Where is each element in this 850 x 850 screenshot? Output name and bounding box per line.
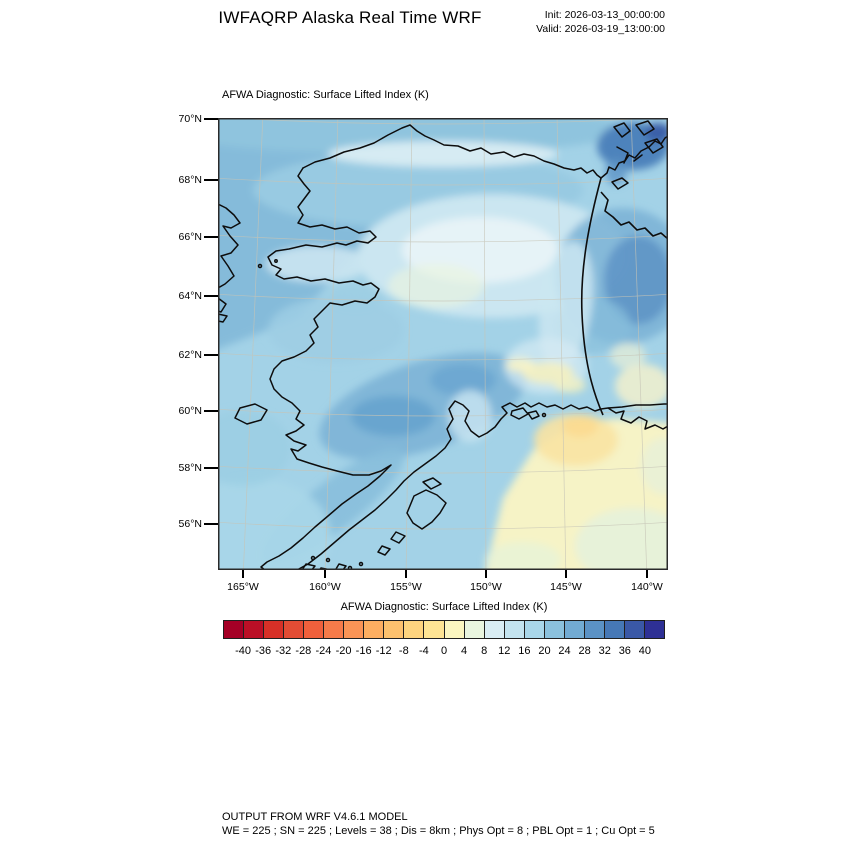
lon-tick-label: 165°W <box>227 581 259 593</box>
footer-line1: OUTPUT FROM WRF V4.6.1 MODEL <box>222 811 408 823</box>
colorbar-tick-label: -12 <box>375 645 392 657</box>
lon-tick-mark <box>565 570 567 578</box>
plot-title: IWFAQRP Alaska Real Time WRF <box>218 8 482 27</box>
colorbar-cell <box>223 620 244 639</box>
colorbar-tick-label: 12 <box>498 645 511 657</box>
lon-tick-label: 140°W <box>631 581 663 593</box>
run-times <box>536 9 665 36</box>
lon-tick-label: 145°W <box>550 581 582 593</box>
lon-tick-mark <box>324 570 326 578</box>
lat-tick-label: 60°N <box>178 405 202 417</box>
colorbar-cell <box>524 620 545 639</box>
lon-tick-mark <box>646 570 648 578</box>
lon-tick-mark <box>242 570 244 578</box>
colorbar-cell <box>464 620 485 639</box>
colorbar-cell <box>323 620 344 639</box>
map-title: AFWA Diagnostic: Surface Lifted Index (K) <box>222 89 429 101</box>
colorbar-cell <box>343 620 364 639</box>
lat-tick-label: 70°N <box>178 113 202 125</box>
colorbar-tick-label: -8 <box>398 645 409 657</box>
colorbar-cell <box>564 620 585 639</box>
lat-tick-label: 58°N <box>178 462 202 474</box>
colorbar-cell <box>484 620 505 639</box>
lon-tick-mark <box>485 570 487 578</box>
colorbar-tick-label: 36 <box>618 645 631 657</box>
colorbar-cell <box>263 620 284 639</box>
lat-tick-mark <box>204 354 218 356</box>
colorbar-cell <box>444 620 465 639</box>
lat-tick-mark <box>204 467 218 469</box>
lat-tick-mark <box>204 410 218 412</box>
colorbar-cell <box>624 620 645 639</box>
map-figure <box>218 118 668 570</box>
colorbar-cell <box>243 620 264 639</box>
lat-tick-mark <box>204 236 218 238</box>
colorbar-tick-label: 0 <box>440 645 448 657</box>
lat-tick-mark <box>204 523 218 525</box>
colorbar-tick-label: -40 <box>235 645 252 657</box>
lon-tick-label: 155°W <box>390 581 422 593</box>
colorbar-cell <box>383 620 404 639</box>
colorbar-cell <box>604 620 625 639</box>
colorbar-tick-label: 8 <box>481 645 488 657</box>
colorbar-cell <box>584 620 605 639</box>
lon-tick-label: 150°W <box>470 581 502 593</box>
colorbar-tick-label: -24 <box>315 645 332 657</box>
colorbar-cell <box>544 620 565 639</box>
colorbar-cell <box>423 620 444 639</box>
init-time: Init: 2026-03-13_00:00:00 <box>544 9 665 21</box>
colorbar-cell <box>403 620 424 639</box>
valid-time: Valid: 2026-03-19_13:00:00 <box>536 22 665 35</box>
lon-tick-mark <box>405 570 407 578</box>
lat-tick-label: 64°N <box>178 290 202 302</box>
colorbar-tick-label: 40 <box>638 645 652 657</box>
lat-tick-label: 68°N <box>178 174 202 186</box>
lat-tick-mark <box>204 295 218 297</box>
colorbar-tick-label: -32 <box>275 645 292 657</box>
colorbar-tick-label: 4 <box>461 645 468 657</box>
colorbar-tick-label: -20 <box>335 645 352 657</box>
colorbar-tick-label: -36 <box>255 645 272 657</box>
colorbar-tick-label: 20 <box>538 645 551 657</box>
colorbar-tick-label: 28 <box>578 645 591 657</box>
colorbar-tick-label: -4 <box>419 645 429 657</box>
lat-tick-label: 62°N <box>178 349 202 361</box>
lat-tick-label: 56°N <box>178 518 202 530</box>
map-panel <box>218 118 668 570</box>
colorbar-tick-label: -16 <box>355 645 372 657</box>
footer-note <box>222 811 655 838</box>
lat-tick-mark <box>204 118 218 120</box>
colorbar-tick-label: 32 <box>598 645 611 657</box>
colorbar-title: AFWA Diagnostic: Surface Lifted Index (K) <box>340 601 548 613</box>
colorbar-cell <box>363 620 384 639</box>
colorbar-tick-label: 24 <box>558 645 571 657</box>
lat-tick-label: 66°N <box>178 231 202 243</box>
colorbar-tick-label: -28 <box>295 645 312 657</box>
colorbar-cell <box>644 620 665 639</box>
colorbar-cell <box>283 620 304 639</box>
lat-tick-mark <box>204 179 218 181</box>
lon-tick-label: 160°W <box>309 581 341 593</box>
lifted-index-field <box>218 118 668 570</box>
colorbar-cell <box>303 620 324 639</box>
colorbar-tick-label: 16 <box>518 645 531 657</box>
footer-line2: WE = 225 ; SN = 225 ; Levels = 38 ; Dis = 8km ; Phys Opt = 8 ; PBL Opt = 1 ; Cu Opt = 5 <box>222 824 655 837</box>
colorbar-cell <box>504 620 525 639</box>
colorbar <box>223 620 665 639</box>
